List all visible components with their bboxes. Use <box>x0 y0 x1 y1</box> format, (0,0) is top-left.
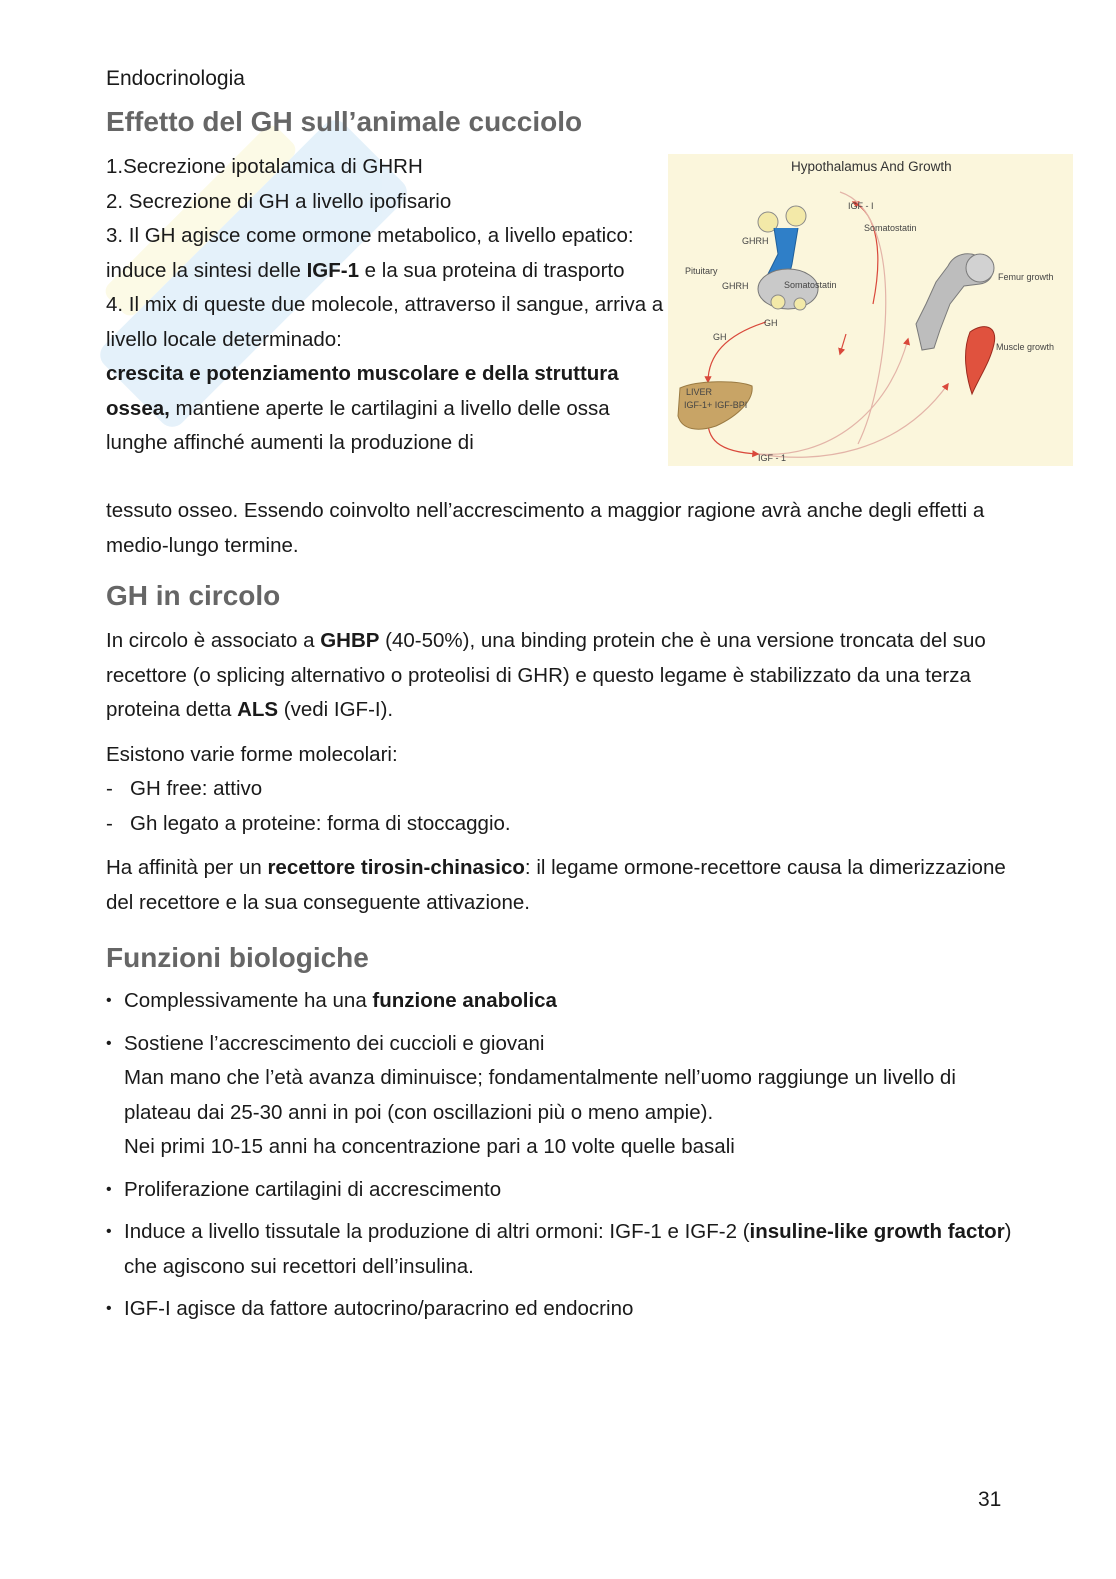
label-igf-bp: IGF-1+ IGF-BPI <box>684 400 748 410</box>
b1-bold: funzione anabolica <box>372 989 557 1012</box>
label-gh-left: GH <box>713 332 727 342</box>
muscle-shape <box>966 327 995 394</box>
circolo-paragraph-2: Esistono varie forme molecolari: <box>106 742 398 766</box>
p3-text-a: Ha affinità per un <box>106 856 268 879</box>
section-title-funzioni: Funzioni biologiche <box>106 942 369 973</box>
p1-text-d: (vedi IGF-I). <box>278 698 394 721</box>
section1-continuation <box>106 494 1026 563</box>
hypothalamus-neuron-right <box>786 206 806 226</box>
step-1: 1.Secrezione ipotalamica di GHRH <box>106 155 423 178</box>
b4-bold: insuline-like growth factor <box>749 1220 1005 1243</box>
label-somatostatin-top: Somatostatin <box>864 223 917 233</box>
figure-title: Hypothalamus And Growth <box>791 159 952 174</box>
section1-continuation-text: tessuto osseo. Essendo coinvolto nell’accrescimento a maggior ragione avrà anche degli effetti a medio-lungo termine. <box>106 499 985 557</box>
b3-text: Proliferazione cartilagini di accrescimento <box>124 1177 502 1201</box>
bullet-item-4 <box>106 1215 1026 1284</box>
step-3-bold: IGF-1 <box>306 258 359 282</box>
bullet-item-1 <box>106 984 1026 1019</box>
b2-line-1: Sostiene l’accrescimento dei cuccioli e giovani <box>124 1031 545 1055</box>
b1-text: Complessivamente ha una <box>124 989 373 1012</box>
p1-bold-als: ALS <box>237 698 279 721</box>
igf-to-muscle-arrow <box>758 384 948 457</box>
step-4-text: 4. Il mix di queste due molecole, attraverso il sangue, arriva a livello locale determinado: <box>106 293 664 351</box>
p3-text-c: : il legame ormone-recettore causa la dimerizzazione del recettore e la sua conseguente attivazione. <box>106 856 1006 914</box>
dash-marker: - <box>106 777 113 800</box>
femur-head <box>966 254 994 282</box>
label-gh-mid: GH <box>764 318 778 328</box>
running-title: Endocrinologia <box>106 67 245 90</box>
dash-list-item-1 <box>106 772 1026 807</box>
funzioni-bullet-list <box>106 984 1026 1335</box>
step-4 <box>106 288 666 461</box>
b2-line-3: Nei primi 10-15 anni ha concentrazione pari a 10 volte quelle basali <box>124 1135 735 1158</box>
label-ghrh-top: GHRH <box>742 236 769 246</box>
step-3-text: 3. Il GH agisce come ormone metabolico, a livello epatico: induce la sintesi delle <box>106 224 634 282</box>
figure-diagram <box>668 154 1073 466</box>
label-muscle-growth: Muscle growth <box>996 342 1055 352</box>
bullet-marker: • <box>106 992 112 1009</box>
bullet-4-text <box>124 1215 1026 1284</box>
dash-list-text-1: GH free: attivo <box>130 777 263 800</box>
circolo-paragraph-1 <box>106 624 1026 728</box>
b4-text-a: Induce a livello tissutale la produzione di altri ormoni: IGF-1 e IGF-2 ( <box>124 1220 750 1243</box>
p3-bold: recettore tirosin-chinasico <box>267 856 525 879</box>
label-femur-growth: Femur growth <box>998 272 1054 282</box>
bullet-item-5 <box>106 1292 1026 1327</box>
page-number: 31 <box>978 1488 1002 1511</box>
section-title-circolo: GH in circolo <box>106 580 281 611</box>
bullet-marker: • <box>106 1300 112 1317</box>
steps-block <box>106 150 666 461</box>
dash-list-item-2 <box>106 807 1026 842</box>
step-2: 2. Secrezione di GH a livello ipofisario <box>106 189 452 213</box>
bullet-1-text <box>124 984 557 1019</box>
circolo-paragraph-3 <box>106 851 1026 920</box>
b2-line-2: Man mano che l’età avanza diminuisce; fondamentalmente nell’uomo raggiunge un livello di plateau dai 25-30 anni in poi (con oscillazioni più o meno ampie). <box>124 1066 956 1124</box>
label-liver: LIVER <box>686 387 713 397</box>
section-title-effetto: Effetto del GH sull’animale cucciolo <box>106 106 583 137</box>
pituitary-cell-left <box>771 295 785 309</box>
b5-text: IGF-I agisce da fattore autocrino/paracrino ed endocrino <box>124 1297 634 1320</box>
b4-text-c: ) che agiscono sui recettori dell’insulina. <box>124 1220 1012 1278</box>
step-4-bold: crescita e potenziamento muscolare e della struttura ossea, <box>106 362 619 420</box>
bullet-marker: • <box>106 1180 112 1198</box>
label-ghrh-mid: GHRH <box>722 281 749 291</box>
p1-text-c: (40-50%), una binding protein che è una versione troncata del suo recettore (o splicing alternativo o proteolisi di GHR) e questo legame è stabilizzato da una terza proteina detta <box>106 629 986 721</box>
p1-text-a: In circolo è associato a <box>106 629 321 652</box>
label-igf-i: IGF - I <box>848 201 874 211</box>
bullet-item-3 <box>106 1173 1026 1208</box>
igf-feedback-arrow <box>853 202 878 304</box>
bullet-marker: • <box>106 1034 112 1052</box>
hypothalamus-growth-figure <box>668 154 1073 466</box>
step-4-text-end: mantiene aperte le cartilagini a livello delle ossa lunghe affinché aumenti la produzione di <box>106 396 610 454</box>
dash-list-text-2: Gh legato a proteine: forma di stoccaggio. <box>130 811 511 835</box>
label-pituitary: Pituitary <box>685 266 718 276</box>
gh-to-liver-arrow <box>708 322 766 382</box>
dash-marker: - <box>106 811 113 835</box>
label-igf-1-bottom: IGF - 1 <box>758 453 787 463</box>
step-3 <box>106 219 666 288</box>
pituitary-cell-right <box>794 298 806 310</box>
bullet-marker: • <box>106 1223 112 1240</box>
p1-bold-ghbp: GHBP <box>320 629 380 652</box>
igf-to-femur-arrow <box>758 339 908 454</box>
label-somatostatin-mid: Somatostatin <box>784 280 837 290</box>
bullet-item-2 <box>106 1027 1026 1165</box>
step-3-text-end: e la sua proteina di trasporto <box>358 258 625 282</box>
circolo-block <box>106 624 1026 920</box>
somatostatin-arrow <box>840 334 846 354</box>
